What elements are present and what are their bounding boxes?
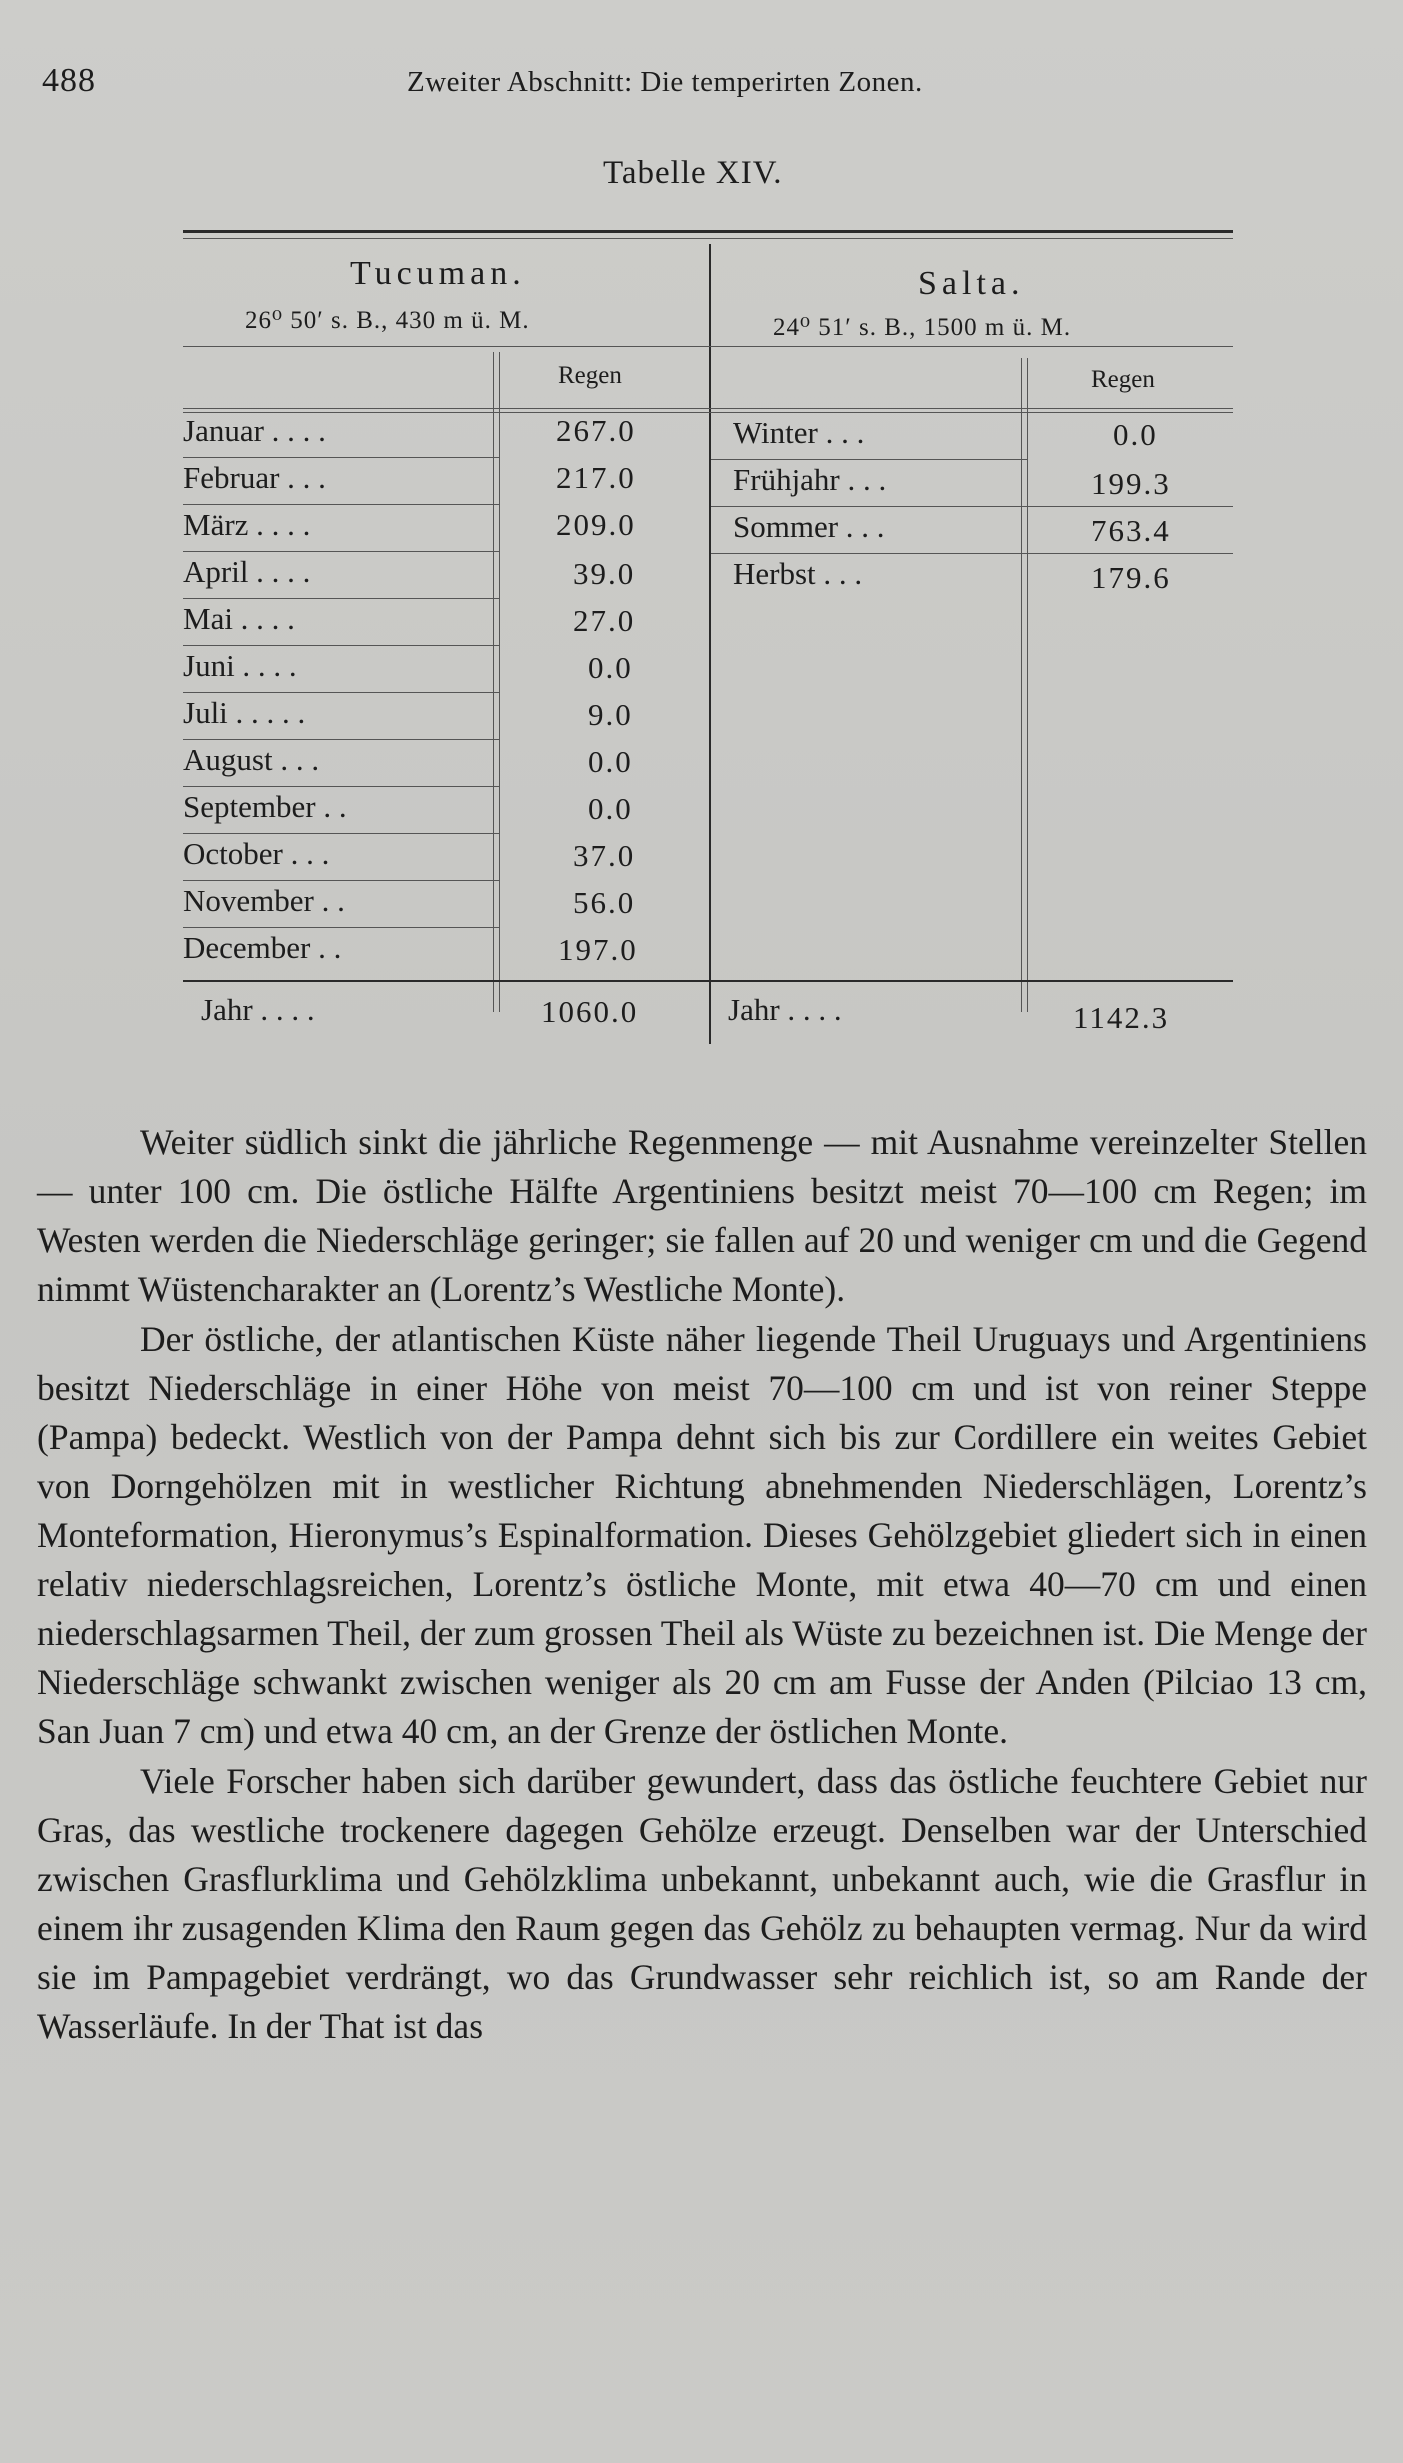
table-title-text: Tabelle XIV. xyxy=(603,155,783,191)
table-top-rule-thin xyxy=(183,238,1233,239)
tucuman-coords: 26⁰ 50′ s. B., 430 m ü. M. xyxy=(245,307,530,334)
row-label: Sommer . . . xyxy=(733,509,885,544)
salta-regen-line-a xyxy=(1021,358,1022,1012)
row-separator xyxy=(183,739,499,740)
row-label: Frühjahr . . . xyxy=(733,462,887,497)
total-value: 1142.3 xyxy=(1073,1000,1170,1035)
total-label: Jahr . . . . xyxy=(201,992,315,1027)
rainfall-table xyxy=(183,230,1233,1050)
paragraph: Weiter südlich sinkt die jährliche Regenmenge — mit Ausnahme vereinzelter Stellen — unter 100 cm. Die östliche Hälfte Argentiniens besitzt meist 70—100 cm Regen; im Westen werden die Niederschläge geringer; sie fallen auf 20 und weniger cm und die Gegend nimmt Wüstencharakter an (Lorentz’s Westliche Monte). xyxy=(37,1122,1367,1309)
row-value: 39.0 xyxy=(573,556,636,591)
salta-coords: 24⁰ 51′ s. B., 1500 m ü. M. xyxy=(773,314,1072,341)
total-rule xyxy=(183,980,1233,982)
row-value: 209.0 xyxy=(556,507,636,542)
body-text xyxy=(37,1118,1367,2051)
row-separator xyxy=(711,553,1027,554)
row-separator xyxy=(183,927,499,928)
row-separator xyxy=(183,786,499,787)
row-value: 56.0 xyxy=(573,885,636,920)
row-separator xyxy=(183,551,499,552)
paragraph: Der östliche, der atlantischen Küste näher liegende Theil Uruguays und Argentiniens besitzt Niederschläge in einer Höhe von meist 70—100 cm und ist von reiner Steppe (Pampa) bedeckt. Westlich von der Pampa dehnt sich bis zur Cordillere ein weites Gebiet von Dorngehölzen mit in westlicher Richtung abnehmenden Niederschlägen, Lorentz’s Monteformation, Hieronymus’s Espinalformation. Dieses Gehölzgebiet gliedert sich in einen relativ niederschlagsreichen, Lorentz’s östliche Monte, mit etwa 40—70 cm und einen niederschlagsarmen Theil, der zum grossen Theil als Wüste zu bezeichnen ist. Die Menge der Niederschläge schwankt zwischen weniger als 20 cm am Fusse der Anden (Pilciao 13 cm, San Juan 7 cm) und etwa 40 cm, an der Grenze der östlichen Monte. xyxy=(37,1319,1367,1751)
row-separator xyxy=(183,880,499,881)
column-header-rule-2 xyxy=(183,412,1233,413)
column-header-rule xyxy=(183,408,1233,409)
row-value: 0.0 xyxy=(588,744,633,779)
row-value: 179.6 xyxy=(1091,560,1171,595)
row-label: November . . xyxy=(183,883,345,918)
row-separator xyxy=(183,598,499,599)
tucuman-station-name: Tucuman. xyxy=(350,255,526,292)
row-value: 0.0 xyxy=(1113,417,1158,452)
tucuman-regen-line-b xyxy=(499,352,500,1012)
row-label: Juni . . . . xyxy=(183,648,297,683)
row-label: Winter . . . xyxy=(733,415,865,450)
row-label: April . . . . xyxy=(183,554,311,589)
row-separator xyxy=(183,645,499,646)
salta-regen-line-b xyxy=(1027,358,1028,1012)
row-value: 9.0 xyxy=(588,697,633,732)
running-head xyxy=(42,62,1362,112)
row-label: December . . xyxy=(183,930,342,965)
header-rule xyxy=(183,346,1233,347)
row-separator xyxy=(711,506,1027,507)
row-value: 27.0 xyxy=(573,603,636,638)
page-number: 488 xyxy=(42,62,96,99)
total-value: 1060.0 xyxy=(541,994,639,1029)
row-label: Mai . . . . xyxy=(183,601,295,636)
salta-regen-header: Regen xyxy=(1091,366,1155,393)
row-separator xyxy=(183,833,499,834)
row-label: Januar . . . . xyxy=(183,413,326,448)
row-label: August . . . xyxy=(183,742,320,777)
row-label: Februar . . . xyxy=(183,460,326,495)
running-title: Zweiter Abschnitt: Die temperirten Zonen. xyxy=(407,66,923,98)
row-value: 199.3 xyxy=(1091,466,1171,501)
row-separator xyxy=(183,457,499,458)
station-divider xyxy=(709,244,711,1044)
paragraph: Viele Forscher haben sich darüber gewundert, dass das östliche feuchtere Gebiet nur Gras, das westliche trockenere dagegen Gehölze erzeugt. Denselben war der Unterschied zwischen Grasflurklima und Gehölzklima unbekannt, unbekannt auch, wie die Grasflur in einem ihr zusagenden Klima den Raum gegen das Gehölz zu behaupten vermag. Nur da wird sie im Pampagebiet verdrängt, wo das Grundwasser sehr reichlich ist, so am Rande der Wasserläufe. In der That ist das xyxy=(37,1761,1367,2046)
row-label: October . . . xyxy=(183,836,330,871)
row-value: 197.0 xyxy=(558,932,638,967)
table-top-rule xyxy=(183,230,1233,233)
row-label: Herbst . . . xyxy=(733,556,863,591)
row-value: 0.0 xyxy=(588,650,633,685)
tucuman-regen-line-a xyxy=(493,352,494,1012)
row-value: 37.0 xyxy=(573,838,636,873)
row-value: 763.4 xyxy=(1091,513,1171,548)
row-value: 217.0 xyxy=(556,460,636,495)
row-value: 267.0 xyxy=(556,413,636,448)
row-separator xyxy=(183,504,499,505)
total-label: Jahr . . . . xyxy=(728,992,842,1027)
row-separator xyxy=(1028,506,1233,507)
row-value: 0.0 xyxy=(588,791,633,826)
row-separator xyxy=(711,459,1027,460)
row-label: Juli . . . . . xyxy=(183,695,306,730)
row-label: März . . . . xyxy=(183,507,311,542)
tucuman-regen-header: Regen xyxy=(558,362,622,389)
row-label: September . . xyxy=(183,789,347,824)
row-separator xyxy=(183,692,499,693)
row-separator xyxy=(1028,553,1233,554)
salta-station-name: Salta. xyxy=(918,265,1025,302)
